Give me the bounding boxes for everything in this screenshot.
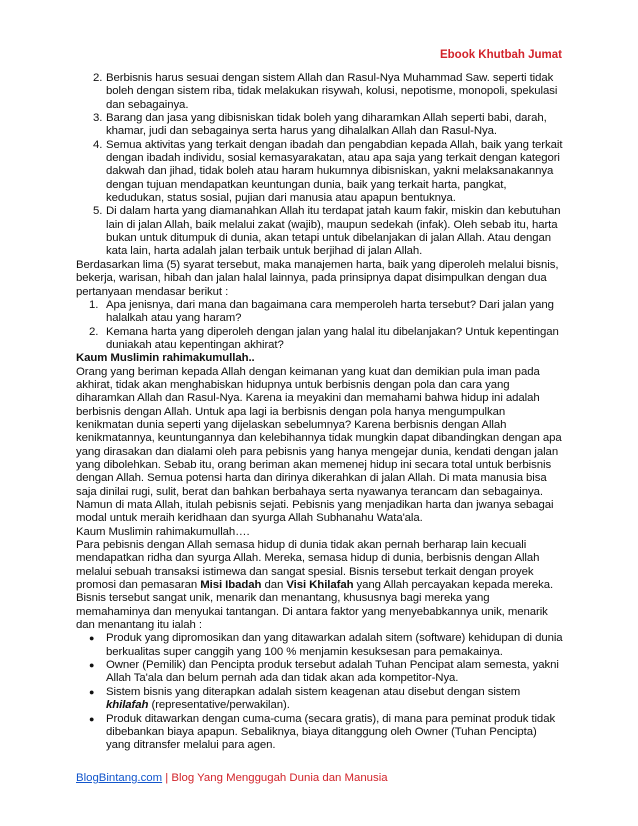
bullet-icon: ● xyxy=(89,713,95,724)
conditions-list xyxy=(76,72,564,259)
section-heading: Kaum Muslimin rahimakumullah.. xyxy=(76,352,255,365)
footer-tagline: Blog Yang Menggugah Dunia dan Manusia xyxy=(171,772,388,784)
footer-separator: | xyxy=(162,772,172,784)
blog-link[interactable]: BlogBintang.com xyxy=(76,772,163,784)
list-item: ● Produk yang dipromosikan dan yang ditawarkan adalah sitem (software) kehidupan di dunia berkualitas super canggih yang 100 % menjamin kesuksesan para pemakainya. xyxy=(89,632,563,658)
list-item: 4. Semua aktivitas yang terkait dengan ibadah dan pengabdian kepada Allah, baik yang terkait dengan ibadah individu, sosial kemasyarakatan, atau apa saja yang terkait dengan kategori dakwah dan jihad, tidak boleh atau haram hukumnya dibisniskan, yakni melaksanakannya dengan tujuan mendapatkan keuntungan dunia, baik yang terkait harta, pangkat, kedudukan, status sosial, pujian dari manusia atau apapun bentuknya. xyxy=(93,138,563,205)
list-item: 2. Kemana harta yang diperoleh dengan jalan yang halal itu dibelanjakan? Untuk kepentingan duniakah atau kepentingan akhirat? xyxy=(89,325,559,351)
italic-term: khilafah xyxy=(106,699,149,712)
list-item: ● Sistem bisnis yang diterapkan adalah sistem keagenan atau disebut dengan sistem khilafah (representative/perwakilan). xyxy=(89,685,521,712)
list-item: 5. Di dalam harta yang diamanahkan Allah itu terdapat jatah kaum fakir, miskin dan kebutuhan lain di jalan Allah, baik melalui zakat (wajib), maupun sedekah (infak). Oleh sebab itu, harta bukan untuk ditumpuk di dunia, akan tetapi untuk dibelanjakan di jalan Allah. Atau dengan kata lain, harta adalah jalan terbaik untuk berjihad di jalan Allah. xyxy=(93,205,561,258)
bold-term: Misi Ibadah xyxy=(200,579,262,592)
paragraph: Berdasarkan lima (5) syarat tersebut, maka manajemen harta, baik yang diperoleh melalui bisnis, bekerja, warisan, hibah dan jalan halal lainnya, pada prinsipnya dapat disimpulkan dengan dua pertanyaan mendasar berikut : xyxy=(76,258,559,298)
footer xyxy=(76,772,388,784)
paragraph: Para pebisnis dengan Allah semasa hidup di dunia tidak akan pernah berharap lain kecuali mendapatkan ridha dan syurga Allah. Mereka, semasa hidup di dunia, berbisnis dengan Allah melalui sebuah transaksi istimewa dan sangat spesial. Bisnis tersebut terkait dengan proyek promosi dan pemasaran Misi Ibadah dan Visi Khilafah yang Allah percayakan kepada mereka. Bisnis tersebut sangat unik, menarik dan menantang, khususnya bagi mereka yang memahaminya dan menyukai tantangan. Di antara faktor yang menyebabkannya unik, menarik dan menantang itu ialah : xyxy=(76,539,554,632)
factors-list xyxy=(76,632,564,752)
questions-list xyxy=(76,299,564,352)
paragraph: Orang yang beriman kepada Allah dengan keimanan yang kuat dan demikian pula iman pada akhirat, tidak akan menghabiskan hidupnya untuk berbisnis dengan pola dan cara yang diharamkan Allah dan Rasul-Nya. Karena ia meyakini dan memahami bahwa hidup ini adalah berbisnis dengan Allah. Untuk apa lagi ia berbisnis dengan pola hanya mengumpulkan kenikmatan dunia seperti yang dijelaskan sebelumnya? Karena berbisnis dengan Allah kenikmatannya, keuntungannya dan kelebihannya tidak mungkin dapat dibandingkan dengan apa yang dirasakan dan dialami oleh para pebisnis yang hanya mengejar dunia, kendati dengan jalan yang dibolehkan. Sebab itu, orang beriman akan memenej hidup ini secara total untuk berbisnis dengan Allah. Semua potensi harta dan dirinya dikerahkan di jalan Allah. Di mata manusia bisa saja dinilai rugi, sulit, berat dan bahkan berbahaya serta nyawanya terancam dan sebagainya. Namun di mata Allah, itulah pebisnis sejati. Pebisnis yang menjadikan harta dan jwanya sebagai modal untuk meraih keridhaan dan syurga Allah Subhanahu Wata'ala. xyxy=(76,365,562,525)
bullet-icon: ● xyxy=(89,660,95,671)
document-body xyxy=(76,72,564,753)
list-item: 2. Berbisnis harus sesuai dengan sistem Allah dan Rasul-Nya Muhammad Saw. seperti tidak boleh dengan sistem riba, tidak melakukan risywah, kolusi, nepotisme, monopoli, spekulasi dan sebagainya. xyxy=(93,72,558,111)
list-item: 3. Barang dan jasa yang dibisniskan tidak boleh yang diharamkan Allah seperti babi, darah, khamar, judi dan sebagainya serta harus yang dihalalkan Allah dan Rasul-Nya. xyxy=(93,112,547,138)
ebook-header-title: Ebook Khutbah Jumat xyxy=(439,49,562,61)
bullet-icon: ● xyxy=(89,686,95,697)
paragraph: Kaum Muslimin rahimakumullah…. xyxy=(76,525,250,538)
list-item: ● Owner (Pemilik) dan Pencipta produk tersebut adalah Tuhan Pencipat alam semesta, yakni Allah Ta'ala dan belum pernah ada dan tidak akan ada kompetitor-Nya. xyxy=(89,659,559,685)
list-item: ● Produk ditawarkan dengan cuma-cuma (secara gratis), di mana para peminat produk tidak dibebankan biaya apapun. Sebaliknya, biaya ditanggung oleh Owner (Tuhan Pencipta) yang ditransfer melalui para agen. xyxy=(89,712,556,752)
list-item: 1. Apa jenisnya, dari mana dan bagaimana cara memperoleh harta tersebut? Dari jalan yang halalkah atau yang haram? xyxy=(89,298,554,325)
bullet-icon: ● xyxy=(89,633,95,644)
bold-term: Visi Khilafah xyxy=(286,579,354,592)
